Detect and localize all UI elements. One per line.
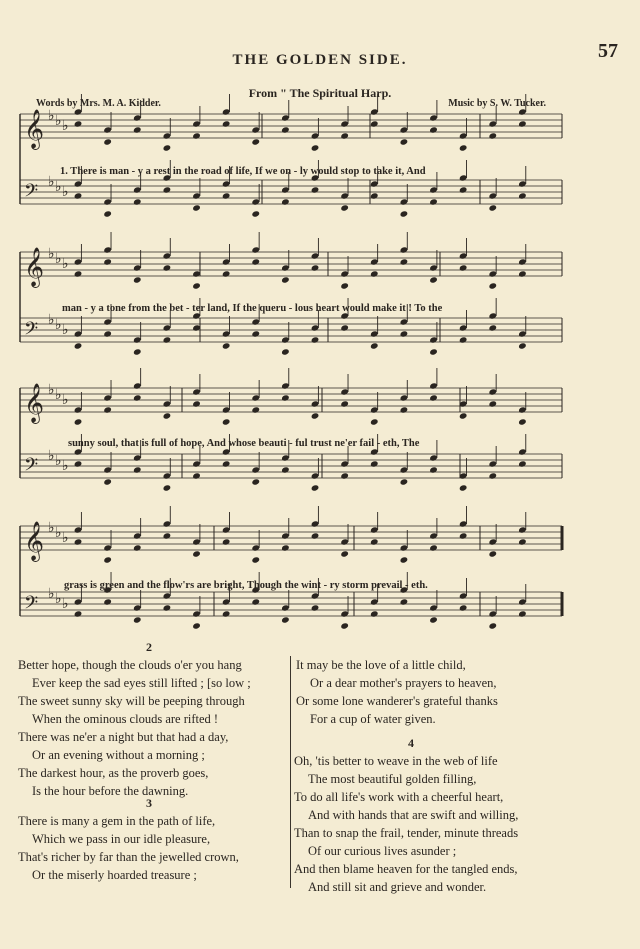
flat-sign-icon: ♭ <box>62 596 69 612</box>
note-head <box>400 598 409 605</box>
note-head <box>251 556 260 563</box>
bass-clef-icon: 𝄢 <box>24 593 39 618</box>
verse-line: And still sit and grieve and wonder. <box>308 880 487 894</box>
source-line: From " The Spiritual Harp. <box>248 86 392 100</box>
flat-sign-icon: ♭ <box>48 586 55 602</box>
lyric-line-3: sunny soul, that is full of hope, And whose beauti - ful trust ne'er fail - eth, The <box>68 438 420 449</box>
flat-sign-icon: ♭ <box>62 322 69 338</box>
note-head <box>340 550 349 557</box>
note-head <box>340 132 349 139</box>
flat-sign-icon: ♭ <box>48 312 55 328</box>
note-head <box>429 394 438 401</box>
verse-line: There is many a gem in the path of life, <box>18 814 216 828</box>
note-head <box>251 210 260 217</box>
note-head <box>400 138 409 145</box>
note-head <box>518 270 527 277</box>
note-head <box>192 550 201 557</box>
note-head <box>251 138 260 145</box>
note-head <box>429 126 438 133</box>
note-head <box>103 556 112 563</box>
note-head <box>488 472 497 479</box>
note-head <box>74 270 83 277</box>
note-head <box>163 604 172 611</box>
treble-clef-icon: 𝄞 <box>24 383 45 423</box>
note-head <box>400 478 409 485</box>
flat-sign-icon: ♭ <box>55 453 62 469</box>
note-head <box>281 616 290 623</box>
note-head <box>311 484 320 491</box>
flat-sign-icon: ♭ <box>62 530 69 546</box>
verse-line: Of our curious lives asunder ; <box>308 844 457 858</box>
flat-sign-icon: ♭ <box>55 317 62 333</box>
flat-sign-icon: ♭ <box>55 113 62 129</box>
note-head <box>251 330 260 337</box>
flat-sign-icon: ♭ <box>48 108 55 124</box>
note-head <box>429 348 438 355</box>
note-head <box>133 276 142 283</box>
note-head <box>222 460 231 467</box>
note-head <box>281 466 290 473</box>
verse-line: Which we pass in our idle pleasure, <box>32 832 211 846</box>
note-head <box>74 418 83 425</box>
note-head <box>222 610 231 617</box>
note-head <box>459 336 468 343</box>
note-head <box>400 406 409 413</box>
note-head <box>488 400 497 407</box>
note-head <box>370 418 379 425</box>
note-head <box>133 126 142 133</box>
note-head <box>340 204 349 211</box>
note-head <box>429 276 438 283</box>
flat-sign-icon: ♭ <box>48 448 55 464</box>
flat-sign-icon: ♭ <box>48 246 55 262</box>
flat-sign-icon: ♭ <box>55 387 62 403</box>
note-head <box>251 478 260 485</box>
note-head <box>281 394 290 401</box>
note-head <box>103 210 112 217</box>
note-head <box>103 138 112 145</box>
note-head <box>163 412 172 419</box>
note-head <box>192 282 201 289</box>
note-head <box>311 264 320 271</box>
note-head <box>488 622 497 629</box>
flat-sign-icon: ♭ <box>48 174 55 190</box>
verse-3 <box>18 812 239 884</box>
flat-sign-icon: ♭ <box>62 256 69 272</box>
note-head <box>222 538 231 545</box>
stanza-number-3: 3 <box>146 796 152 810</box>
note-head <box>103 478 112 485</box>
treble-clef-icon: 𝄞 <box>24 109 45 149</box>
flat-sign-icon: ♭ <box>62 392 69 408</box>
note-head <box>222 192 231 199</box>
verse-line: Better hope, though the clouds o'er you hang <box>18 658 242 672</box>
note-head <box>281 348 290 355</box>
note-head <box>163 144 172 151</box>
lyric-line-4: grass is green and the flow'rs are bright, Though the wint - ry storm prevail - eth. <box>64 580 428 591</box>
note-head <box>251 258 260 265</box>
note-head <box>311 412 320 419</box>
note-head <box>488 282 497 289</box>
note-head <box>370 192 379 199</box>
lyric-line-2: man - y a tone from the bet - ter land, If the queru - lous heart would make it ! To the <box>62 303 443 314</box>
note-head <box>459 484 468 491</box>
note-head <box>281 198 290 205</box>
note-head <box>311 532 320 539</box>
flat-sign-icon: ♭ <box>48 382 55 398</box>
note-head <box>281 276 290 283</box>
verse-line: Ever keep the sad eyes still lifted ; [so low ; <box>32 676 251 690</box>
verse-line: Or the miserly hoarded treasure ; <box>32 868 197 882</box>
note-head <box>192 622 201 629</box>
verse-2 <box>18 656 251 800</box>
note-head <box>222 342 231 349</box>
note-head <box>518 610 527 617</box>
note-head <box>370 270 379 277</box>
note-head <box>400 210 409 217</box>
note-head <box>340 472 349 479</box>
verse-line: That's richer by far than the jewelled crown, <box>18 850 239 864</box>
note-head <box>311 186 320 193</box>
note-head <box>488 204 497 211</box>
note-head <box>518 418 527 425</box>
note-head <box>340 282 349 289</box>
note-head <box>74 342 83 349</box>
note-head <box>163 336 172 343</box>
bass-clef-icon: 𝄢 <box>24 181 39 206</box>
note-head <box>133 394 142 401</box>
note-head <box>311 336 320 343</box>
note-head <box>163 264 172 271</box>
note-head <box>74 192 83 199</box>
note-head <box>192 324 201 331</box>
note-head <box>459 604 468 611</box>
note-head <box>192 132 201 139</box>
bass-clef-icon: 𝄢 <box>24 455 39 480</box>
verse-line: It may be the love of a little child, <box>296 658 466 672</box>
note-head <box>74 120 83 127</box>
note-head <box>400 330 409 337</box>
note-head <box>163 532 172 539</box>
note-head <box>340 324 349 331</box>
treble-clef-icon: 𝄞 <box>24 247 45 287</box>
note-head <box>222 270 231 277</box>
page-title: THE GOLDEN SIDE. <box>232 52 408 68</box>
note-head <box>488 324 497 331</box>
flat-sign-icon: ♭ <box>55 525 62 541</box>
bass-clef-icon: 𝄢 <box>24 319 39 344</box>
music-credit: Music by S. W. Tucker. <box>448 98 546 109</box>
verse-line: For a cup of water given. <box>310 712 436 726</box>
flat-sign-icon: ♭ <box>62 184 69 200</box>
flat-sign-icon: ♭ <box>55 179 62 195</box>
note-head <box>429 198 438 205</box>
lyric-line-1: 1. There is man - y a rest in the road of life, If we on - ly would stop to take it, And <box>60 166 426 177</box>
flat-sign-icon: ♭ <box>55 251 62 267</box>
verse-4 <box>294 752 518 896</box>
verse-line: Or an evening without a morning ; <box>32 748 205 762</box>
note-head <box>222 418 231 425</box>
words-credit: Words by Mrs. M. A. Kidder. <box>36 98 161 109</box>
verse-line: Than to snap the frail, tender, minute threads <box>294 826 519 840</box>
note-head <box>459 144 468 151</box>
note-head <box>311 144 320 151</box>
note-head <box>74 538 83 545</box>
verse-line: There was ne'er a night but that had a day, <box>18 730 229 744</box>
verse-line: The most beautiful golden filling, <box>308 772 477 786</box>
note-head <box>103 258 112 265</box>
verse-line: Or some lone wanderer's grateful thanks <box>296 694 498 708</box>
note-head <box>163 484 172 491</box>
note-head <box>459 412 468 419</box>
note-head <box>192 472 201 479</box>
note-head <box>518 538 527 545</box>
note-head <box>429 466 438 473</box>
note-head <box>370 460 379 467</box>
note-head <box>222 120 231 127</box>
note-head <box>192 204 201 211</box>
note-head <box>103 406 112 413</box>
note-head <box>370 120 379 127</box>
flat-sign-icon: ♭ <box>62 118 69 134</box>
note-head <box>192 400 201 407</box>
stanza-number-4: 4 <box>408 736 414 750</box>
treble-clef-icon: 𝄞 <box>24 521 45 561</box>
note-head <box>518 120 527 127</box>
note-head <box>251 598 260 605</box>
note-head <box>459 532 468 539</box>
flat-sign-icon: ♭ <box>62 458 69 474</box>
note-head <box>281 544 290 551</box>
flat-sign-icon: ♭ <box>55 591 62 607</box>
note-head <box>74 610 83 617</box>
note-head <box>488 132 497 139</box>
note-head <box>518 192 527 199</box>
note-head <box>400 258 409 265</box>
note-head <box>370 342 379 349</box>
note-head <box>103 330 112 337</box>
note-head <box>459 186 468 193</box>
note-head <box>133 616 142 623</box>
verse-line: Or a dear mother's prayers to heaven, <box>310 676 497 690</box>
note-head <box>133 544 142 551</box>
verse-line: And then blame heaven for the tangled ends, <box>294 862 518 876</box>
page-number: 57 <box>598 40 618 62</box>
note-head <box>370 538 379 545</box>
column-divider <box>290 656 291 888</box>
note-head <box>429 544 438 551</box>
note-head <box>370 610 379 617</box>
note-head <box>518 460 527 467</box>
note-head <box>281 126 290 133</box>
note-head <box>429 616 438 623</box>
note-head <box>103 598 112 605</box>
verse-line: The sweet sunny sky will be peeping through <box>18 694 245 708</box>
note-head <box>340 400 349 407</box>
note-head <box>459 264 468 271</box>
note-head <box>311 604 320 611</box>
verse-line: Oh, 'tis better to weave in the web of life <box>294 754 498 768</box>
note-head <box>251 406 260 413</box>
note-head <box>488 550 497 557</box>
flat-sign-icon: ♭ <box>48 520 55 536</box>
verse-line: The darkest hour, as the proverb goes, <box>18 766 209 780</box>
note-head <box>340 622 349 629</box>
note-head <box>133 466 142 473</box>
note-head <box>133 198 142 205</box>
stanza-number-2: 2 <box>146 640 152 654</box>
note-head <box>133 348 142 355</box>
note-head <box>163 186 172 193</box>
verse-line: When the ominous clouds are rifted ! <box>32 712 219 726</box>
verse-line: Is the hour before the dawning. <box>32 784 189 798</box>
verse-line: And with hands that are swift and willing, <box>308 808 519 822</box>
verse-line: To do all life's work with a cheerful heart, <box>294 790 504 804</box>
verse-3-continued <box>296 656 498 728</box>
note-head <box>74 460 83 467</box>
note-head <box>518 342 527 349</box>
note-head <box>400 556 409 563</box>
